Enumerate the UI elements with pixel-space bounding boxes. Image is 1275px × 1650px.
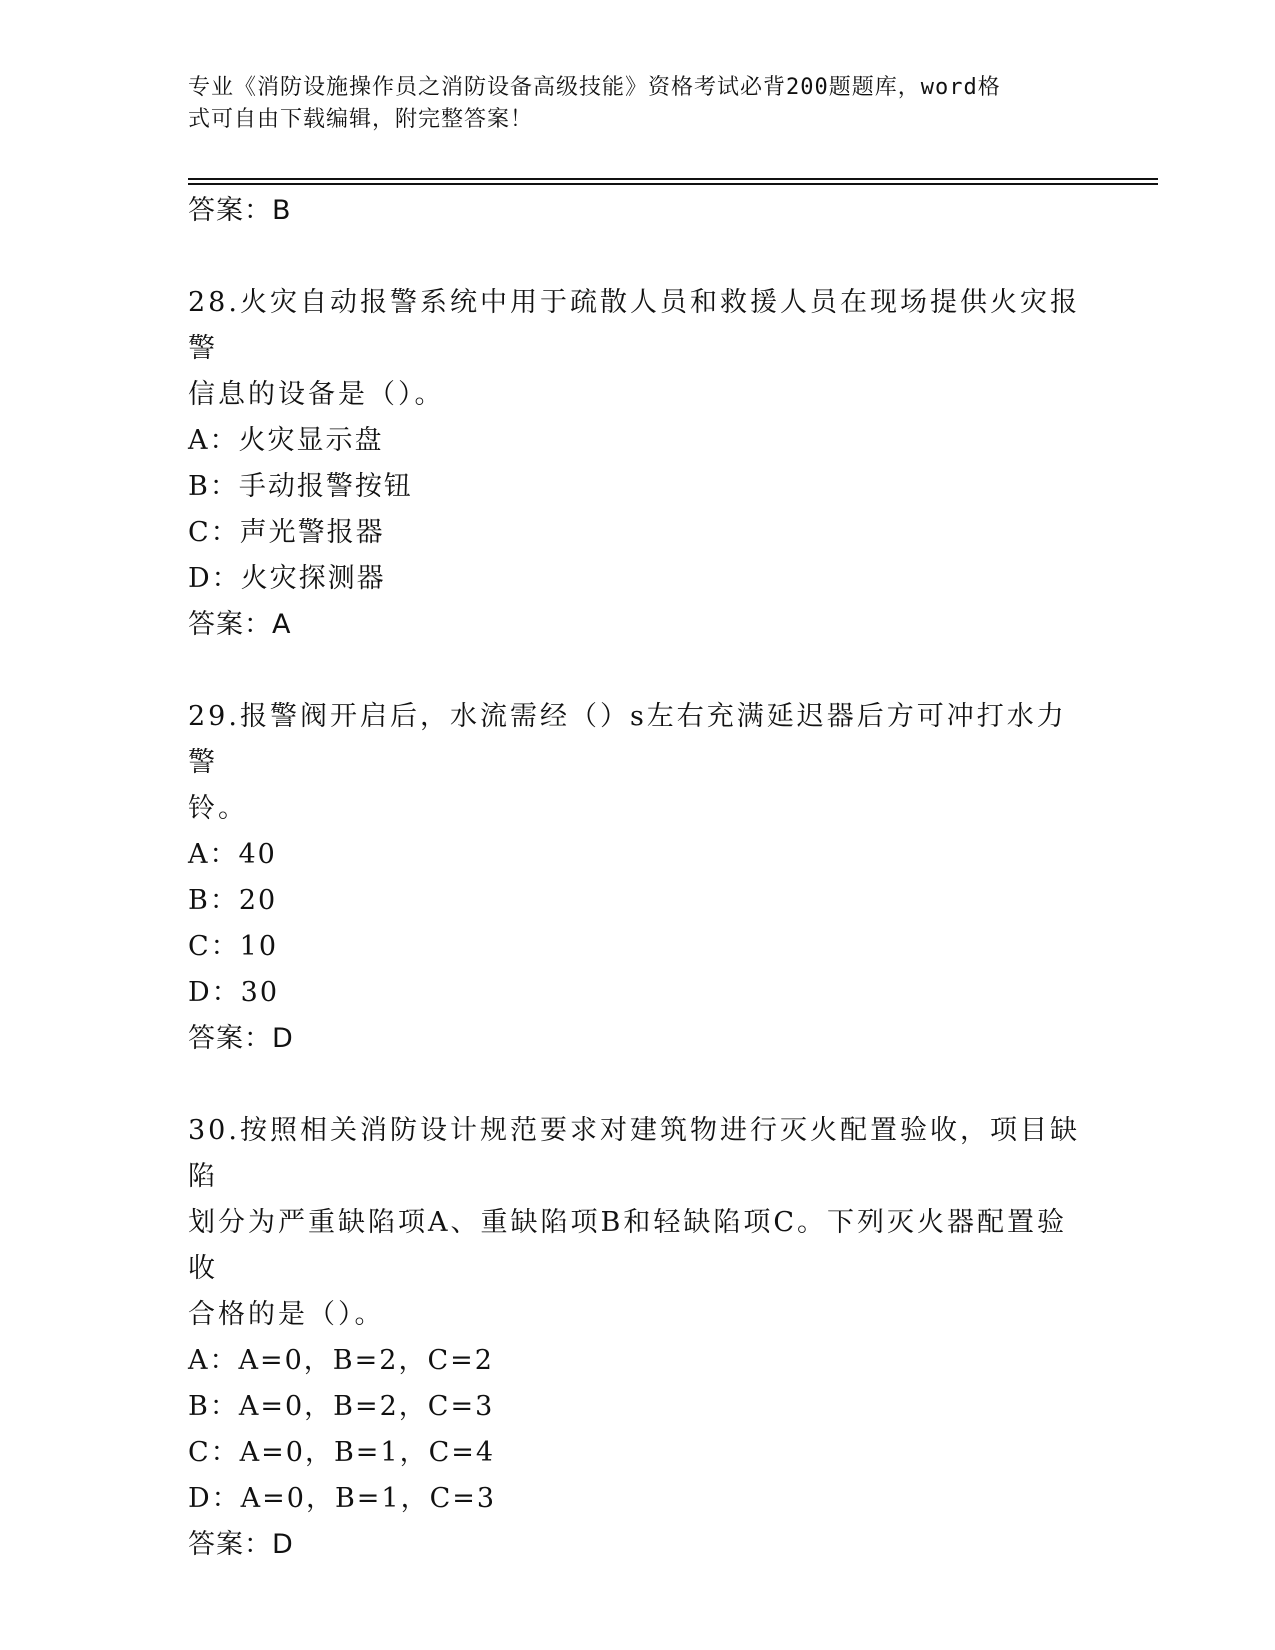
question-29 xyxy=(188,694,1088,1062)
answer: 答案：A xyxy=(188,609,292,640)
previous-answer: 答案：B xyxy=(188,195,292,226)
question-stem-line: 合格的是（）。 xyxy=(188,1299,385,1330)
answer: 答案：D xyxy=(188,1529,294,1560)
spacer xyxy=(188,234,1088,280)
question-stem xyxy=(188,694,1088,832)
header-rule-bottom xyxy=(188,183,1158,185)
option-a: A：火灾显示盘 xyxy=(188,425,384,456)
page-content xyxy=(188,188,1088,1568)
question-stem-line: 划分为严重缺陷项A、重缺陷项B和轻缺陷项C。下列灭火器配置验收 xyxy=(188,1207,1067,1284)
option-d: D：火灾探测器 xyxy=(188,563,386,594)
option-a: A：A=0，B=2，C=2 xyxy=(188,1345,494,1376)
option-d: D：30 xyxy=(188,977,280,1008)
option-b: B：手动报警按钮 xyxy=(188,471,413,502)
question-stem-line: 28.火灾自动报警系统中用于疏散人员和救援人员在现场提供火灾报警 xyxy=(188,287,1080,364)
option-d: D：A=0，B=1，C=3 xyxy=(188,1483,497,1514)
question-28 xyxy=(188,280,1088,648)
answer: 答案：D xyxy=(188,1023,294,1054)
option-c: C：声光警报器 xyxy=(188,517,385,548)
page-header xyxy=(188,72,1088,136)
question-30 xyxy=(188,1108,1088,1568)
option-a: A：40 xyxy=(188,839,277,870)
spacer xyxy=(188,648,1088,694)
question-stem xyxy=(188,1108,1088,1338)
option-c: C：A=0，B=1，C=4 xyxy=(188,1437,496,1468)
option-c: C：10 xyxy=(188,931,279,962)
option-b: B：A=0，B=2，C=3 xyxy=(188,1391,495,1422)
question-stem-line: 30.按照相关消防设计规范要求对建筑物进行灭火配置验收，项目缺陷 xyxy=(188,1115,1080,1192)
question-stem xyxy=(188,280,1088,418)
question-stem-line: 信息的设备是（）。 xyxy=(188,379,445,410)
option-b: B：20 xyxy=(188,885,278,916)
question-stem-line: 铃。 xyxy=(188,793,248,824)
question-stem-line: 29.报警阀开启后，水流需经（）s左右充满延迟器后方可冲打水力警 xyxy=(188,701,1067,778)
header-rule-top xyxy=(188,178,1158,180)
spacer xyxy=(188,1062,1088,1108)
header-line-1: 专业《消防设施操作员之消防设备高级技能》资格考试必背200题题库，word格 xyxy=(188,75,1001,100)
header-line-2: 式可自由下载编辑，附完整答案！ xyxy=(188,107,534,132)
